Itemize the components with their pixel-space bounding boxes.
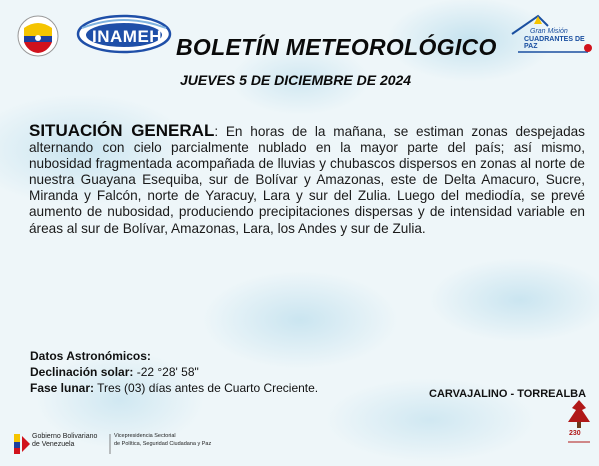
mision-line2: CUADRANTES DE PAZ (524, 36, 585, 50)
gov-line2: de Venezuela (32, 441, 75, 448)
venezuela-emblem-icon (16, 14, 60, 58)
bulletin-date: JUEVES 5 DE DICIEMBRE DE 2024 (180, 72, 412, 88)
anniversary-number: 230 (569, 430, 581, 437)
general-situation-heading: SITUACIÓN GENERAL (29, 121, 215, 140)
moon-phase-label: Fase lunar: (30, 381, 95, 395)
general-situation-paragraph (29, 123, 585, 237)
vice-line1: Vicepresidencia Sectorial (114, 433, 176, 439)
general-situation-text: : En horas de la mañana, se estiman zonas despejadas alternando con cielo parcialmente nublado en la mayor parte del país; así mismo, nubosidad fragmentada acompañada de lluvias y chubascos dispersos en zonas al norte de nuestra Guayana Esequiba, sur de Bolívar y Amazonas, este de Delta Amacuro, Sucre, Miranda y Falcón, norte de Yaracuy, Lara y sur del Zulia. Luego del mediodía, se prevé aumento de nubosidad, produciendo precipitaciones dispersas y de intensidad variable en áreas al sur de Bolívar, Amazonas, Lara, los Andes y sur de Zulia. (29, 124, 585, 236)
astro-heading: Datos Astronómicos: (30, 349, 151, 363)
forecasters-signature: CARVAJALINO - TORREALBA (429, 388, 587, 400)
declination-value: -22 °28' 58" (133, 365, 199, 379)
inameh-logo-text: INAMEH (92, 27, 163, 46)
vice-line2: de Política, Seguridad Ciudadana y Paz (114, 441, 212, 447)
page-title: BOLETÍN METEOROLÓGICO (176, 34, 497, 60)
mision-line1: Gran Misión (530, 28, 568, 35)
cuadrantes-de-paz-logo-icon (508, 12, 596, 58)
anniversary-emblem-icon (564, 398, 594, 448)
declination-label: Declinación solar: (30, 365, 134, 379)
gov-line1: Gobierno Bolivariano (32, 433, 98, 440)
moon-phase-value: Tres (03) días antes de Cuarto Creciente. (94, 381, 319, 395)
astronomical-data (30, 348, 318, 396)
